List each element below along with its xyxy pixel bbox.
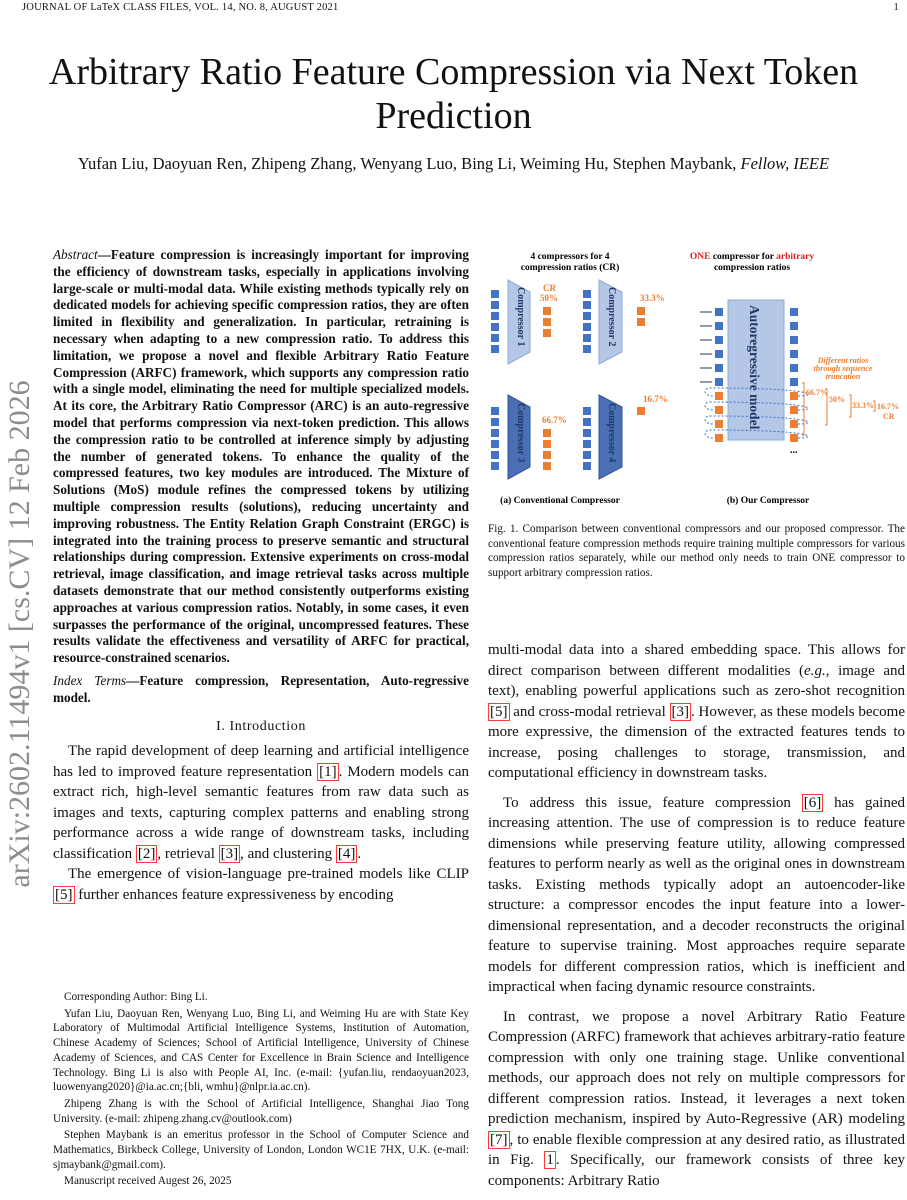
fig-arbitrary-word: arbitrary [776, 252, 815, 262]
abstract [53, 247, 469, 667]
compressor-4-label: Compressor 4 [606, 403, 617, 463]
ratio-label-cr: CR [883, 412, 895, 421]
authors-names: Yufan Liu, Daoyuan Ren, Zhipeng Zhang, Wenyang Luo, Bing Li, Weiming Hu, Stephen Maybank, [77, 154, 737, 173]
index-terms-label: Index Terms [53, 672, 127, 688]
header-journal: JOURNAL OF LaTeX CLASS FILES, VOL. 14, NO. 8, AUGUST 2021 [22, 2, 339, 13]
citation-link[interactable]: [1] [319, 763, 337, 780]
fig-one-word: ONE [689, 252, 711, 262]
abstract-label: Abstract [53, 247, 98, 262]
fig-title-mid: compressor for [710, 252, 777, 262]
text-run: further enhances feature expressiveness by encoding [74, 886, 394, 903]
footnotes [53, 990, 469, 1191]
citation-link[interactable]: [2] [137, 845, 156, 862]
text-run: . Modern models can extract rich, high-level semantic features from raw data such as images and texts, capturing complex patterns and enabling strong performance across a wide range of downstream tasks, including classification [53, 763, 469, 862]
output-features-1 [543, 307, 551, 337]
cr-value-2: 33.3% [640, 293, 665, 303]
compressor-3-block [491, 395, 567, 479]
compressor-2-block [583, 280, 665, 364]
author-list [20, 154, 887, 174]
figure-caption: Fig. 1. Comparison between conventional compressors and our proposed compressor. The conventional feature compression methods require training multiple compressors for various compression ratios separately, while our method only needs to train ONE compressor to support arbitrary compression ratios. [488, 523, 905, 579]
text-run: , image and text), enabling powerful applications such as zero-shot recognition [488, 662, 906, 699]
diff-ratios-1: Different ratios [817, 356, 869, 365]
citation-link[interactable]: [3] [671, 703, 689, 720]
cr-value-3: 66.7% [542, 415, 567, 425]
input-features-1 [491, 290, 499, 353]
fig-right-title-1 [690, 252, 815, 262]
footnote-affiliation-1: Yufan Liu, Daoyuan Ren, Wenyang Luo, Bing Li, and Weiming Hu are with State Key Laboratory of Multimodal Artificial Intelligence Systems, Institution of Automation, Chinese Academy of Sciences; School of Artificial Intelligence, University of Chinese Academy of Sciences, and CAS Center for Excellence in Brain Science and Intelligence Technology. Bing Li is also with People AI, Inc. (e-mail: {yufan.liu, rendaoyuan2023, luowenyang2020}@ia.ac.cn;{bli, wmhu}@nlpr.ia.ac.cn). [53, 1007, 469, 1094]
text-run: To address this issue, feature compression [503, 794, 802, 811]
footnote-affiliation-3: Stephen Maybank is an emeritus professor in the School of Computer Science and Mathematics, Birkbeck College, University of London, London WC1E 7HX, U.K. (e-mail: sjmaybank@gmail.com). [53, 1129, 469, 1171]
ar-model-block [700, 300, 808, 456]
text-run: and cross-modal retrieval [509, 703, 670, 720]
ratio-label-2: 50% [829, 395, 845, 404]
running-header [22, 2, 899, 13]
text-run: . However, as these models become more expressive, the dimension of the extracted features tends to increase, posing challenges to storage, transmission, and computational efficiency in downstream tasks. [488, 703, 905, 781]
paper-title: Arbitrary Ratio Feature Compression via Next Token Prediction [48, 51, 859, 137]
diff-ratios-3: truncation [825, 372, 861, 381]
text-run: e.g. [804, 662, 826, 679]
fig-left-title-2: compression ratios (CR) [520, 263, 620, 273]
left-column [53, 247, 469, 905]
text-run: multi-modal data into a shared embedding space. This allows for direct comparison between different modalities ( [488, 642, 905, 679]
text-run: The rapid development of deep learning and artificial intelligence has led to improved feature representation [53, 743, 469, 780]
text-run: . Specifically, our framework consists of three key components: Arbitrary Ratio [488, 1152, 905, 1189]
section-introduction-title: I. Introduction [216, 718, 306, 734]
intro-left-body [53, 741, 469, 905]
compressor-1-block [491, 280, 558, 364]
text-run: , and clustering [240, 845, 336, 862]
text-run: In contrast, we propose a novel Arbitrary Ratio Feature Compression (ARFC) framework that achieves arbitrary-ratio feature compression with only one training stage. Unlike conventional methods, our approach does not rely on multiple compressors for different compression ratios. Instead, it leverages a next token prediction mechanism, inspired by Auto-Regressive (AR) modeling [488, 1008, 905, 1127]
ellipsis: ... [790, 445, 798, 456]
index-terms [53, 673, 469, 707]
citation-link[interactable]: [5] [490, 703, 508, 720]
fig-left-title-1: 4 compressors for 4 [530, 252, 610, 262]
ratio-label-3: 33.3% [852, 401, 874, 410]
ratio-label-4: 16.7% [877, 402, 899, 411]
compressor-4-block [583, 394, 668, 479]
fig-right-title-2: compression ratios [713, 263, 791, 273]
text-run: , retrieval [157, 845, 219, 862]
footnote-manuscript: Manuscript received Augest 26, 2025 [64, 1175, 232, 1188]
intro-paragraph-1 [53, 741, 469, 864]
compressor-1-label: Compressor 1 [515, 287, 526, 347]
ar-model-label: Autoregressive model [747, 305, 762, 430]
text-run: , to enable flexible compression at any desired ratio, as illustrated in Fig. [488, 1131, 905, 1168]
cr-label: CR [543, 283, 556, 293]
cr-value-1: 50% [540, 293, 558, 303]
diff-ratios-2: through sequence [813, 364, 873, 373]
subcaption-b: (b) Our Compressor [726, 496, 810, 506]
text-run: has gained increasing attention. The use of compression is to reduce feature dimensions while preserving feature utility, allowing compressed features to perform nearly as well as the original ones in downstream tasks. Existing methods typically adopt an autoencoder-like structure: a compressor encodes the input feature into a lower-dimensional representation, and a decoder reconstructs the original feature to supervise training. Most approaches require separate models for different compression ratios, which is inefficient and impractical when facing dynamic resource constraints. [488, 794, 905, 995]
citation-link[interactable]: [5] [55, 886, 73, 903]
compressor-2-label: Compressor 2 [606, 287, 617, 347]
ratio-label-1: 66.7% [806, 388, 828, 397]
compressor-3-label: Compressor 3 [515, 403, 526, 463]
intro-right-paragraph-2 [488, 793, 905, 998]
text-run: . [357, 845, 362, 862]
input-arrows [700, 312, 712, 382]
intro-right-paragraph-1 [488, 640, 905, 784]
intro-right-paragraph-3 [488, 1007, 905, 1192]
authors-suffix: Fellow, IEEE [740, 154, 830, 173]
citation-link[interactable]: [7] [490, 1131, 508, 1148]
citation-link[interactable]: [4] [337, 845, 356, 862]
citation-link[interactable]: [3] [220, 845, 239, 862]
subcaption-a: (a) Conventional Compressor [500, 496, 620, 506]
index-terms-text: —Feature compression, Representation, Auto-regressive model. [53, 672, 469, 705]
text-run: The emergence of vision-language pre-trained models like CLIP [68, 866, 469, 883]
footnote-corresponding: Corresponding Author: Bing Li. [64, 991, 208, 1003]
page-number: 1 [893, 2, 899, 13]
citation-link[interactable]: [6] [803, 794, 822, 811]
figure-link[interactable]: 1 [546, 1152, 554, 1168]
footnote-affiliation-2: Zhipeng Zhang is with the School of Artificial Intelligence, Shanghai Jiao Tong University. (e-mail: zhipeng.zhang.cv@outlook.com) [53, 1097, 469, 1125]
figure-1 [488, 245, 905, 513]
abstract-text: —Feature compression is increasingly important for improving the efficiency of downstream tasks, especially in applications involving large-scale or multi-modal data. While existing methods typically rely on dedicated models for achieving specific compression ratios, they are often limited in flexibility and generalization. In particular, retraining is necessary when adapting to a new compression ratio. To address this limitation, we propose a novel and flexible Arbitrary Ratio Feature Compression (ARFC) framework, which supports any compression ratio with a single model, eliminating the need for multiple specialized models. At its core, the Arbitrary Ratio Compressor (ARC) is an auto-regressive model that performs compression via next-token prediction. This allows the compression ratio to be controlled at inference simply by adjusting the number of generated tokens. To enhance the quality of the compressed features, two key modules are introduced. The Mixture of Solutions (MoS) module refines the compressed tokens by utilizing multiple compression results (solutions), reducing uncertainty and improving robustness. The Entity Relation Graph Constraint (ERGC) is integrated into the training process to preserve semantic and structural relationships during compression. Extensive experiments on cross-modal retrieval, image classification, and image retrieval tasks across multiple datasets demonstrate that our method consistently outperforms existing approaches at various compression ratios. Notably, in some cases, it even surpasses the performance of the original, uncompressed features. These results validate the effectiveness and versatility of ARFC for practical, resource-constrained scenarios. [53, 247, 469, 666]
cr-value-4: 16.7% [643, 394, 668, 404]
arxiv-watermark: arXiv:2602.11494v1 [cs.CV] 12 Feb 2026 [3, 380, 36, 888]
right-column [488, 640, 905, 1200]
intro-paragraph-2 [53, 864, 469, 905]
